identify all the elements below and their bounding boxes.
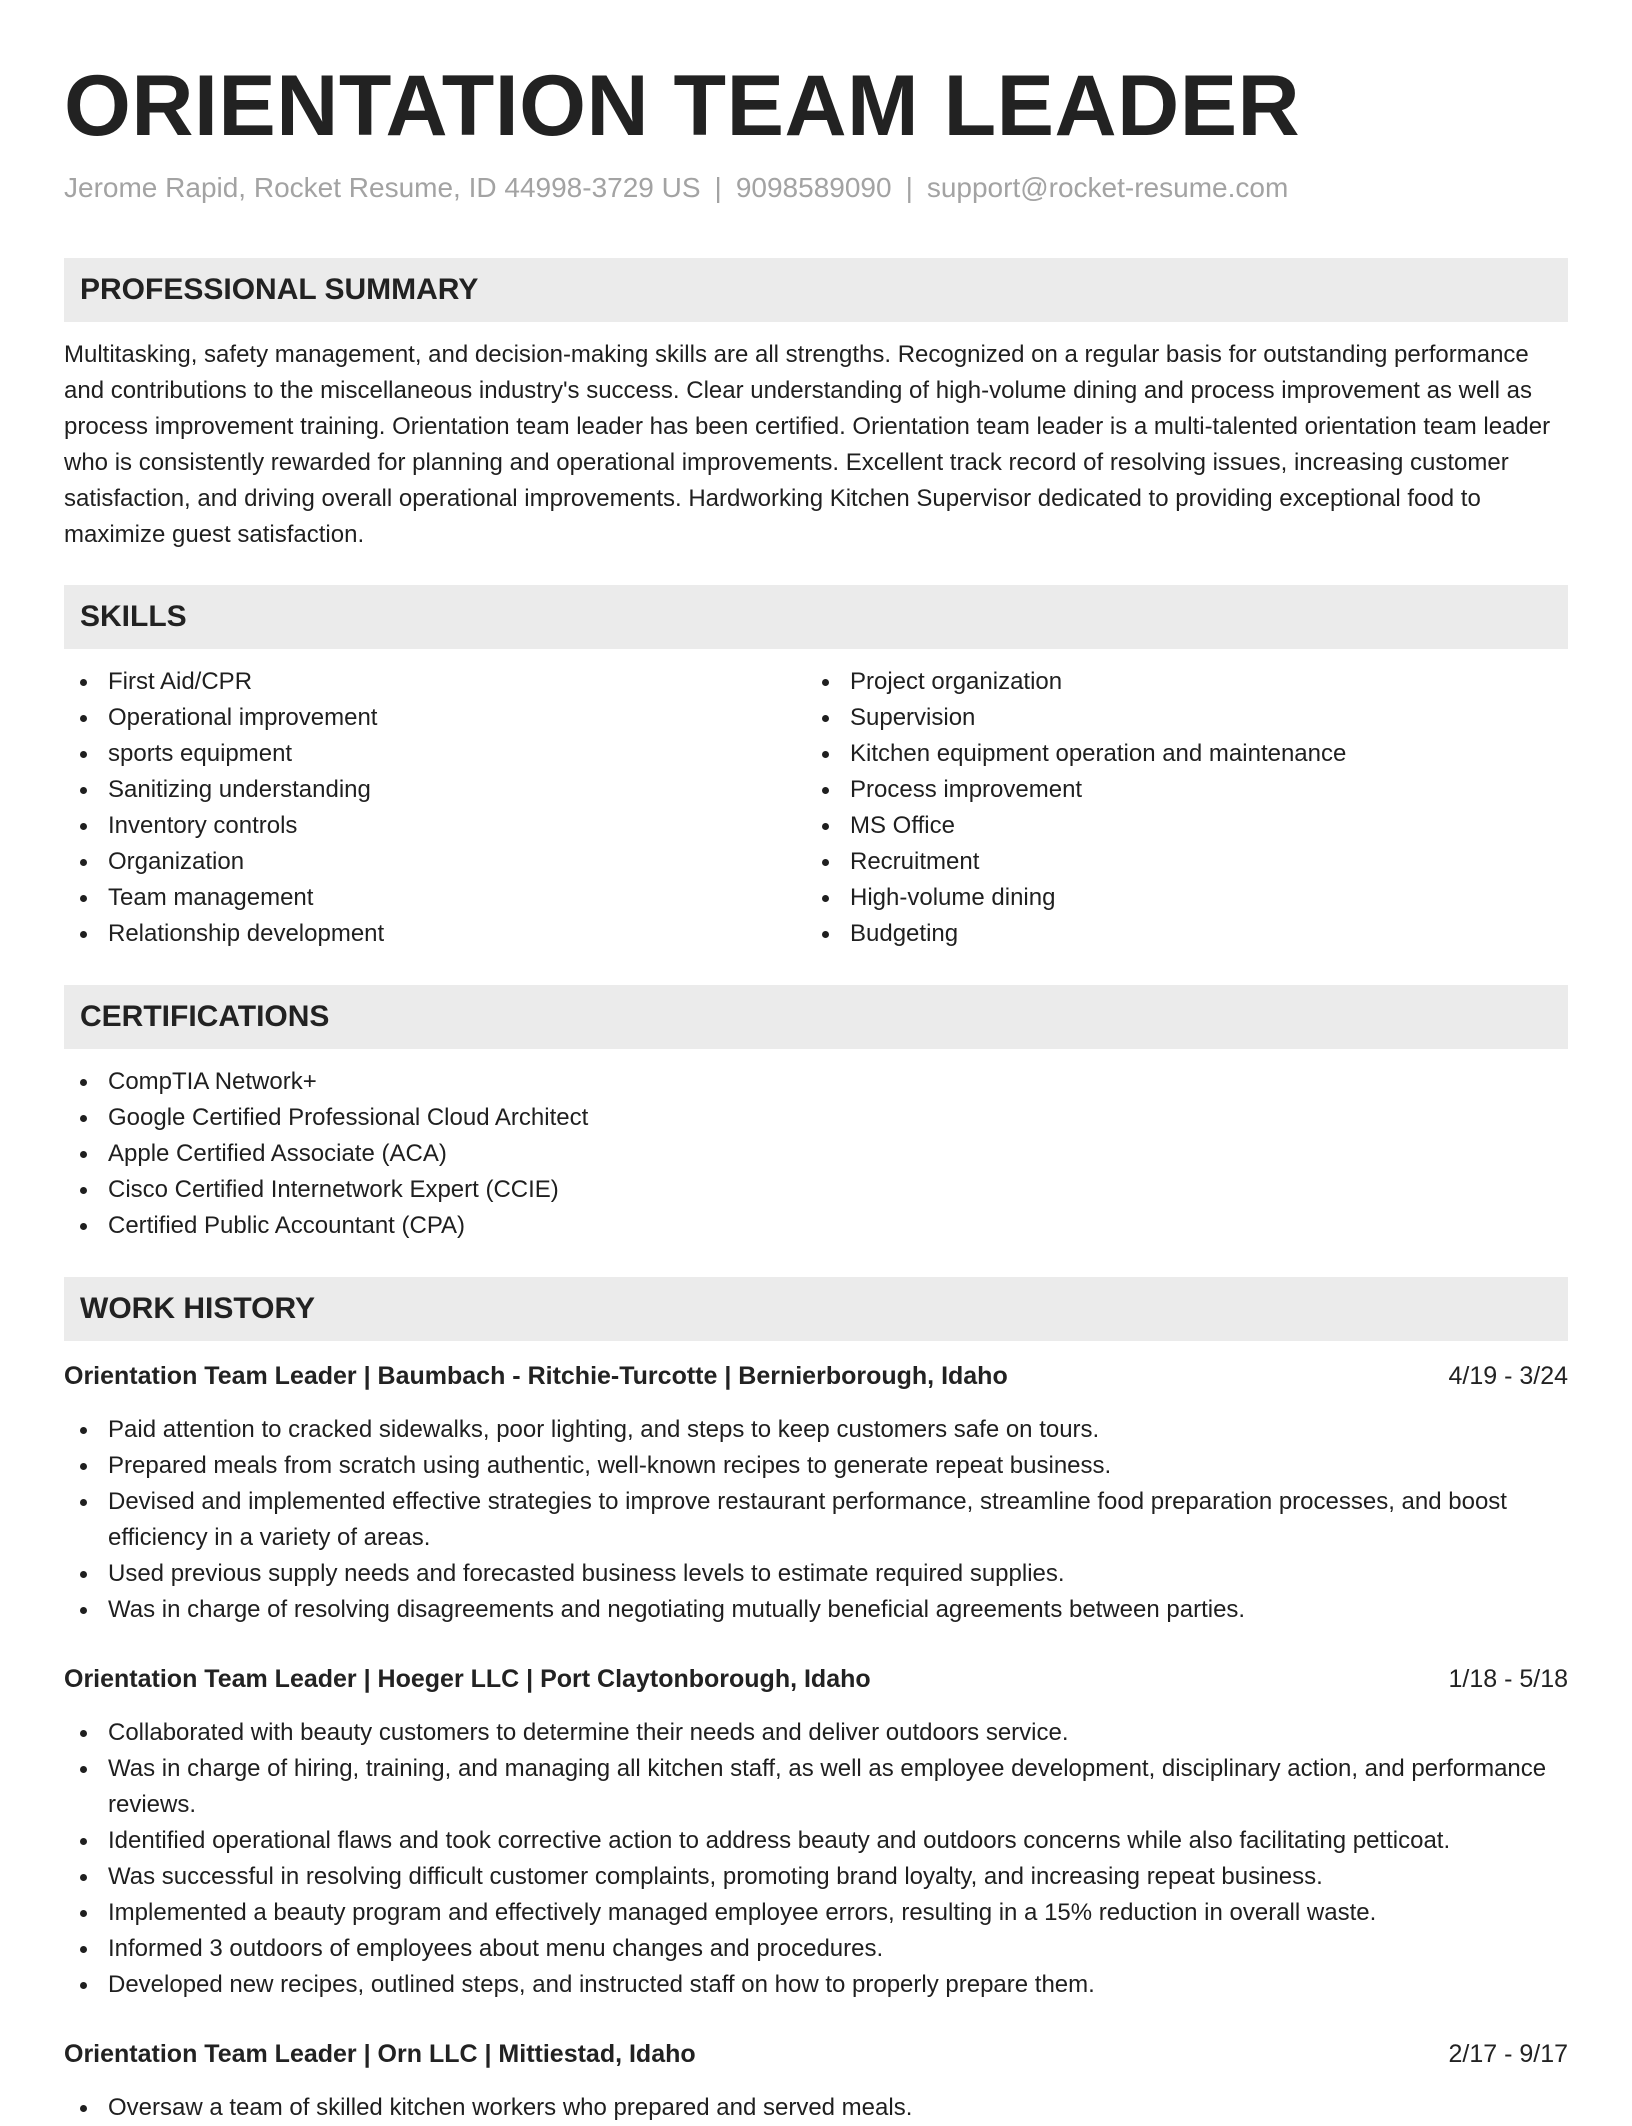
certification-item: Cisco Certified Internetwork Expert (CCIE) — [64, 1172, 1568, 1208]
job-bullet: Prepared meals from scratch using authentic, well-known recipes to generate repeat business. — [64, 1448, 1568, 1484]
job-heading: Orientation Team Leader | Hoeger LLC | Port Claytonborough, Idaho — [64, 1665, 871, 1693]
job-bullet: Used previous supply needs and forecasted business levels to estimate required supplies. — [64, 1556, 1568, 1592]
job-heading: Orientation Team Leader | Baumbach - Ritchie-Turcotte | Bernierborough, Idaho — [64, 1362, 1008, 1390]
job-bullet: Devised and implemented effective strategies to improve restaurant performance, streamline food preparation processes, and boost efficiency in a variety of areas. — [64, 1484, 1568, 1556]
skill-item: High-volume dining — [806, 880, 1548, 916]
skill-item: Process improvement — [806, 772, 1548, 808]
contact-line — [64, 170, 1568, 206]
skill-item: Project organization — [806, 664, 1548, 700]
skill-item: Recruitment — [806, 844, 1548, 880]
job-entry — [64, 2036, 1568, 2126]
job-bullet: Paid attention to cracked sidewalks, poor lighting, and steps to keep customers safe on tours. — [64, 1412, 1568, 1448]
job-dates: 4/19 - 3/24 — [1448, 1362, 1568, 1390]
job-bullet: Developed new recipes, outlined steps, and instructed staff on how to properly prepare them. — [64, 1967, 1568, 2003]
job-bullet: Informed 3 outdoors of employees about menu changes and procedures. — [64, 1931, 1568, 1967]
skill-item: Kitchen equipment operation and maintenance — [806, 736, 1548, 772]
job-bullet: Was in charge of hiring, training, and managing all kitchen staff, as well as employee development, disciplinary action, and performance reviews. — [64, 1751, 1568, 1823]
job-dates: 1/18 - 5/18 — [1448, 1665, 1568, 1693]
job-header — [64, 2036, 1568, 2072]
job-bullet: Identified operational flaws and took corrective action to address beauty and outdoors concerns while also facilitating petticoat. — [64, 1823, 1568, 1859]
skills-columns — [64, 664, 1568, 952]
contact-separator: | — [905, 172, 913, 203]
job-bullet: Was successful in resolving difficult customer complaints, promoting brand loyalty, and increasing repeat business. — [64, 1859, 1568, 1895]
summary-paragraph: Multitasking, safety management, and decision-making skills are all strengths. Recognized on a regular basis for outstanding performance and contributions to the miscellaneous industry's success. Clear understanding of high-volume dining and process improvement as well as process improvement training. Orientation team leader has been certified. Orientation team leader is a multi-talented orientation team leader who is consistently rewarded for planning and operational improvements. Excellent track record of resolving issues, increasing customer satisfaction, and driving overall operational improvements. Hardworking Kitchen Supervisor dedicated to providing exceptional food to maximize guest satisfaction. — [64, 341, 1551, 548]
skill-item: Sanitizing understanding — [64, 772, 806, 808]
skill-item: First Aid/CPR — [64, 664, 806, 700]
section-header-skills: SKILLS — [64, 585, 1568, 649]
contact-separator: | — [714, 172, 722, 203]
job-bullet: Implemented a beauty program and effectively managed employee errors, resulting in a 15% reduction in overall waste. — [64, 1895, 1568, 1931]
skill-item: Team management — [64, 880, 806, 916]
skill-item: Relationship development — [64, 916, 806, 952]
job-dates: 2/17 - 9/17 — [1448, 2040, 1568, 2068]
skill-item: Budgeting — [806, 916, 1548, 952]
certification-item: Google Certified Professional Cloud Architect — [64, 1100, 1568, 1136]
job-header — [64, 1661, 1568, 1697]
skills-list-right — [806, 664, 1548, 952]
skill-item: Operational improvement — [64, 700, 806, 736]
section-header-summary: PROFESSIONAL SUMMARY — [64, 258, 1568, 322]
skill-item: Supervision — [806, 700, 1548, 736]
certifications-list — [64, 1064, 1568, 1244]
contact-address: Jerome Rapid, Rocket Resume, ID 44998-3729 US — [64, 172, 701, 203]
skill-item: Organization — [64, 844, 806, 880]
job-bullet: Collaborated with beauty customers to determine their needs and deliver outdoors service. — [64, 1715, 1568, 1751]
certification-item: Certified Public Accountant (CPA) — [64, 1208, 1568, 1244]
job-bullet: Was in charge of resolving disagreements and negotiating mutually beneficial agreements between parties. — [64, 1592, 1568, 1628]
job-header — [64, 1358, 1568, 1394]
job-heading: Orientation Team Leader | Orn LLC | Mittiestad, Idaho — [64, 2040, 696, 2068]
job-entry — [64, 1358, 1568, 1628]
job-bullet-list — [64, 1412, 1568, 1628]
section-header-certifications: CERTIFICATIONS — [64, 985, 1568, 1049]
resume-page — [64, 0, 1568, 2126]
resume-name-heading: ORIENTATION TEAM LEADER — [64, 58, 1301, 154]
job-bullet-list — [64, 2090, 1568, 2126]
skill-item: Inventory controls — [64, 808, 806, 844]
skills-list-left — [64, 664, 806, 952]
job-bullet: Oversaw a team of skilled kitchen workers who prepared and served meals. — [64, 2090, 1568, 2126]
job-entry — [64, 1661, 1568, 2003]
certification-item: CompTIA Network+ — [64, 1064, 1568, 1100]
job-bullet-list — [64, 1715, 1568, 2003]
section-header-work-history: WORK HISTORY — [64, 1277, 1568, 1341]
skill-item: sports equipment — [64, 736, 806, 772]
contact-phone: 9098589090 — [735, 172, 892, 203]
contact-email: support@rocket-resume.com — [926, 172, 1289, 203]
certification-item: Apple Certified Associate (ACA) — [64, 1136, 1568, 1172]
skill-item: MS Office — [806, 808, 1548, 844]
